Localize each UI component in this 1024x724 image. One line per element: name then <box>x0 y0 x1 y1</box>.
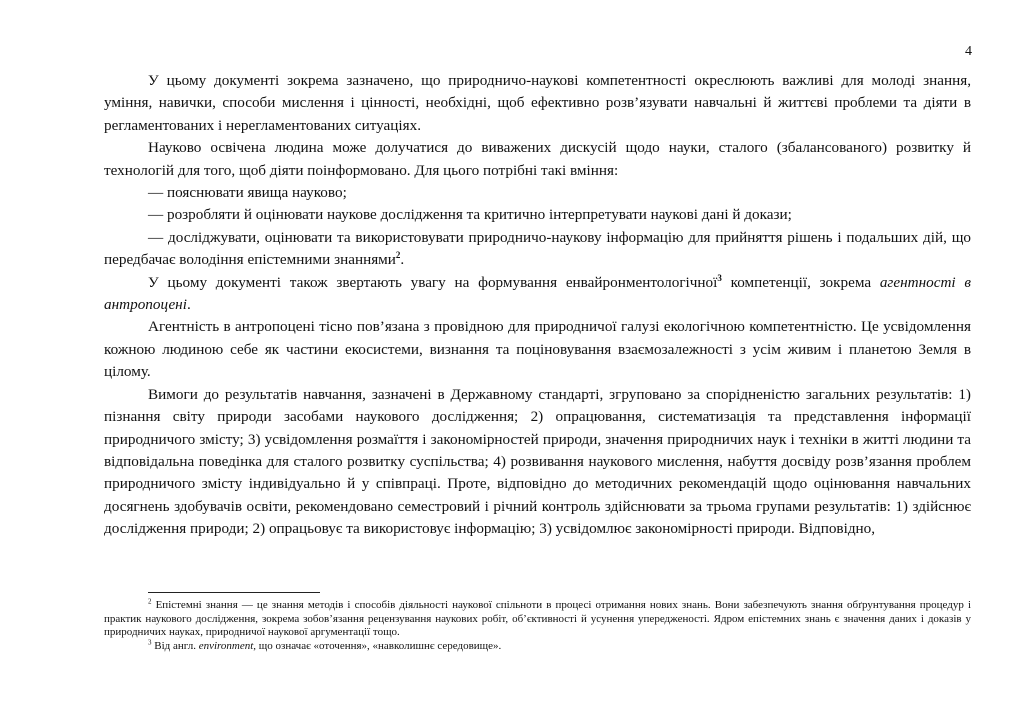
footnote-3-end: , що означає «оточення», «навколишнє середовище». <box>253 639 502 652</box>
footnote-2 <box>104 599 971 640</box>
paragraph-3-middle: компетенції, зокрема <box>721 273 880 291</box>
list-item-1: — пояснювати явища науково; <box>148 184 347 202</box>
paragraph-2: Науково освічена людина може долучатися до виважених дискусій щодо науки, сталого (збалансованого) розвитку й технологій для того, щоб діяти поінформовано. Для цього потрібні такі вміння: <box>104 139 971 179</box>
paragraph-4: Агентність в антропоцені тісно пов’язана з провідною для природничої галузі екологічною компетентністю. Це усвідомлення кожною людиною себе як частини екосистеми, визнання та поціновування взаємозалежності з усім живим і планетою Земля в цілому. <box>104 318 971 381</box>
paragraph-5: Вимоги до результатів навчання, зазначені в Державному стандарті, згруповано за спорідненістю загальних результатів: 1) пізнання світу природи засобами наукового дослідження; 2) опрацювання, систематизація та представлення інформації природничого змісту; 3) усвідомлення розмаїття і закономірностей природи, значення природничих наук і техніки в житті людини та відповідальна поведінка для сталого розвитку суспільства; 4) розвивання наукового мислення, набуття досвіду розв’язання проблем природничого змісту індивідуально й у співпраці. Проте, відповідно до методичних рекомендацій щодо оцінювання навчальних досягнень здобувачів освіти, рекомендовано семестровий і річний контроль здійснювати за трьома групами результатів: 1) здійснює дослідження природи; 2) опрацьовує та використовує інформацію; 3) усвідомлює закономірності природи. Відповідно, <box>104 385 971 538</box>
paragraph-3-italic-term: агентності в антропоцені <box>104 273 971 314</box>
paragraph-3-start: У цьому документі також звертають увагу на формування енвайронментологічної <box>148 273 718 291</box>
list-item-2: — розробляти й оцінювати наукове дослідження та критично інтерпретувати наукові дані й докази; <box>148 206 792 224</box>
page-number: 4 <box>965 44 972 59</box>
footnote-ref-2[interactable]: 2 <box>395 250 401 261</box>
footnote-ref-3[interactable]: 3 <box>717 272 722 283</box>
paragraph-3-end: . <box>186 296 191 314</box>
footnote-separator <box>148 592 320 593</box>
body-text <box>104 70 971 541</box>
footnotes <box>104 599 971 653</box>
footnote-3-mark: 3 <box>148 638 152 647</box>
list-item-3-text: — досліджувати, оцінювати та використовувати природничо-наукову інформацію для прийняття рішень і подальших дій, що передбачає володіння епістемними знаннями <box>104 228 971 269</box>
list-item-3-end: . <box>400 251 405 269</box>
list-item-3 <box>104 227 971 272</box>
paragraph-3 <box>104 272 971 317</box>
paragraph-1: У цьому документі зокрема зазначено, що природничо-наукові компетентності окреслюють важливі для молоді знання, уміння, навички, способи мислення і цінності, необхідні, щоб ефективно розв’язувати навчальні й життєві проблеми та діяти в регламентованих і нерегламентованих ситуаціях. <box>104 72 971 134</box>
footnote-3-start: Від англ. <box>151 639 199 652</box>
footnote-2-text: Епістемні знання — це знання методів і способів діяльності наукової спільноти в процесі отримання нових знань. Вони забезпечують знання обґрунтування процедур і практик наукового дослідження, зокрема зобов’язання рецензування наукових робіт, об’єктивності й усунення упередженості. Ядром епістемних знань є значення даних і доказів у природничих науках, природничої наукової аргументації тощо. <box>104 599 971 639</box>
footnote-3-italic-term: environment <box>198 639 254 652</box>
footnote-2-mark: 2 <box>148 597 152 606</box>
footnote-3 <box>104 640 971 654</box>
